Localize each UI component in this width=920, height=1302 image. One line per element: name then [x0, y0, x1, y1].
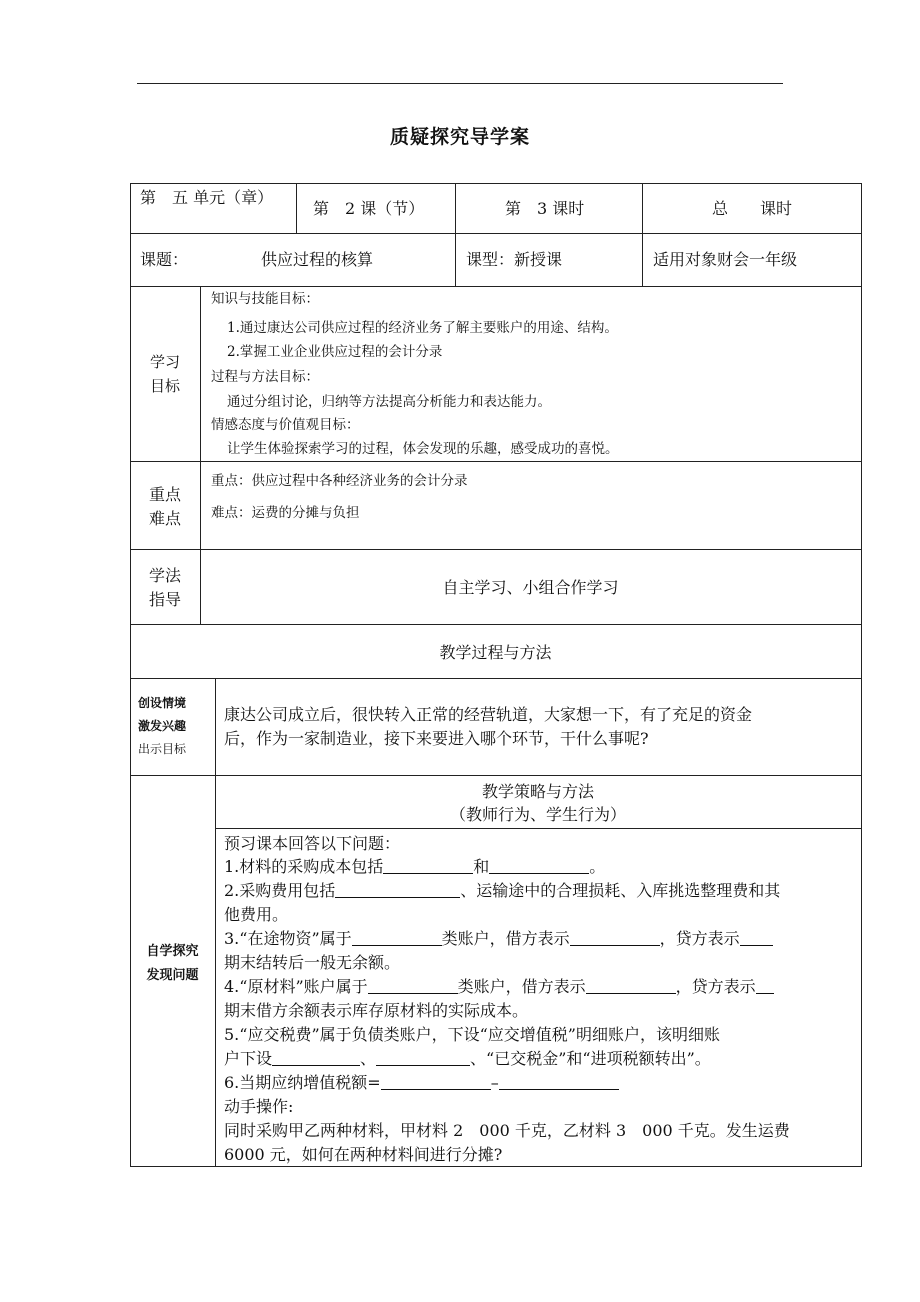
lesson-cell: 第 2 课（节） [313, 199, 425, 218]
unit-cell: 第 五 单元（章） [140, 188, 274, 207]
answer-blank[interactable] [368, 979, 458, 994]
self-study-label: 自学探究 发现问题 [146, 944, 199, 983]
objective-line: 知识与技能目标： [211, 291, 319, 307]
method-value: 自主学习、小组合作学习 [442, 578, 619, 597]
objective-line: 2.掌握工业企业供应过程的会计分录 [227, 344, 443, 360]
target-audience: 适用对象财会一年级 [653, 250, 798, 269]
answer-blank[interactable] [489, 859, 589, 874]
scenario-label: 创设情境 激发兴趣 出示目标 [138, 696, 187, 756]
total-periods-cell: 总 课时 [712, 199, 793, 218]
answer-blank[interactable] [381, 1075, 491, 1090]
objective-line: 通过分组讨论，归纳等方法提高分析能力和表达能力。 [227, 394, 551, 410]
difficulty-point: 难点：运费的分摊与负担 [211, 505, 360, 521]
answer-blank[interactable] [272, 1051, 360, 1066]
objectives-label: 学习 目标 [149, 353, 180, 395]
scenario-text: 康达公司成立后，很快转入正常的经营轨道，大家想一下，有了充足的资金 [224, 705, 753, 724]
objective-line: 1.通过康达公司供应过程的经济业务了解主要账户的用途、结构。 [227, 320, 618, 336]
period-cell: 第 3 课时 [505, 199, 585, 218]
question-6: 6.当期应纳增值税额= – [224, 1075, 619, 1091]
practice-text: 同时采购甲乙两种材料，甲材料 2 000 千克，乙材料 3 000 千克。发生运费 [224, 1121, 790, 1140]
practice-text: 6000 元，如何在两种材料间进行分摊? [224, 1145, 503, 1164]
self-study-intro: 预习课本回答以下问题： [224, 834, 401, 853]
process-heading: 教学过程与方法 [439, 642, 552, 662]
objective-line: 情感态度与价值观目标： [211, 417, 360, 433]
answer-blank[interactable] [376, 1051, 470, 1066]
objective-line: 让学生体验探索学习的过程，体会发现的乐趣，感受成功的喜悦。 [227, 441, 619, 457]
key-points-label: 重点 难点 [148, 485, 181, 528]
objective-line: 过程与方法目标： [211, 369, 319, 385]
answer-blank[interactable] [756, 979, 774, 994]
question-2: 2.采购费用包括 、运输途中的合理损耗、入库挑选整理费和其 [224, 881, 781, 900]
answer-blank[interactable] [586, 979, 676, 994]
topic-label: 课题： [140, 250, 189, 269]
topic-value: 供应过程的核算 [261, 250, 374, 269]
question-5: 5.“应交税费”属于负债类账户，下设“应交增值税”明细账户，该明细账 [224, 1025, 720, 1044]
question-4-cont: 期末借方余额表示库存原材料的实际成本。 [224, 1001, 529, 1020]
answer-blank[interactable] [570, 931, 660, 946]
scenario-text: 后，作为一家制造业，接下来要进入哪个环节，干什么事呢? [224, 729, 649, 748]
answer-blank[interactable] [383, 859, 473, 874]
answer-blank[interactable] [335, 883, 460, 898]
strategy-heading: 教学策略与方法 （教师行为、学生行为） [449, 782, 626, 824]
question-5-cont: 户下设 、 、“已交税金”和“进项税额转出”。 [224, 1049, 711, 1068]
question-1: 1.材料的采购成本包括 和 。 [224, 857, 606, 876]
question-3-cont: 期末结转后一般无余额。 [224, 953, 401, 972]
practice-label: 动手操作: [224, 1097, 294, 1116]
answer-blank[interactable] [740, 931, 773, 946]
answer-blank[interactable] [499, 1075, 619, 1090]
question-4: 4.“原材料”账户属于 类账户，借方表示 ，贷方表示 [224, 979, 774, 995]
method-label: 学法 指导 [148, 566, 181, 609]
key-point: 重点：供应过程中各种经济业务的会计分录 [211, 473, 468, 489]
page-title: 质疑探究导学案 [389, 126, 530, 148]
header-rule [137, 83, 783, 84]
question-2-cont: 他费用。 [224, 905, 289, 924]
question-3: 3.“在途物资”属于 类账户，借方表示 ，贷方表示 [224, 931, 773, 947]
lesson-type: 课型：新授课 [466, 250, 563, 269]
answer-blank[interactable] [352, 931, 442, 946]
